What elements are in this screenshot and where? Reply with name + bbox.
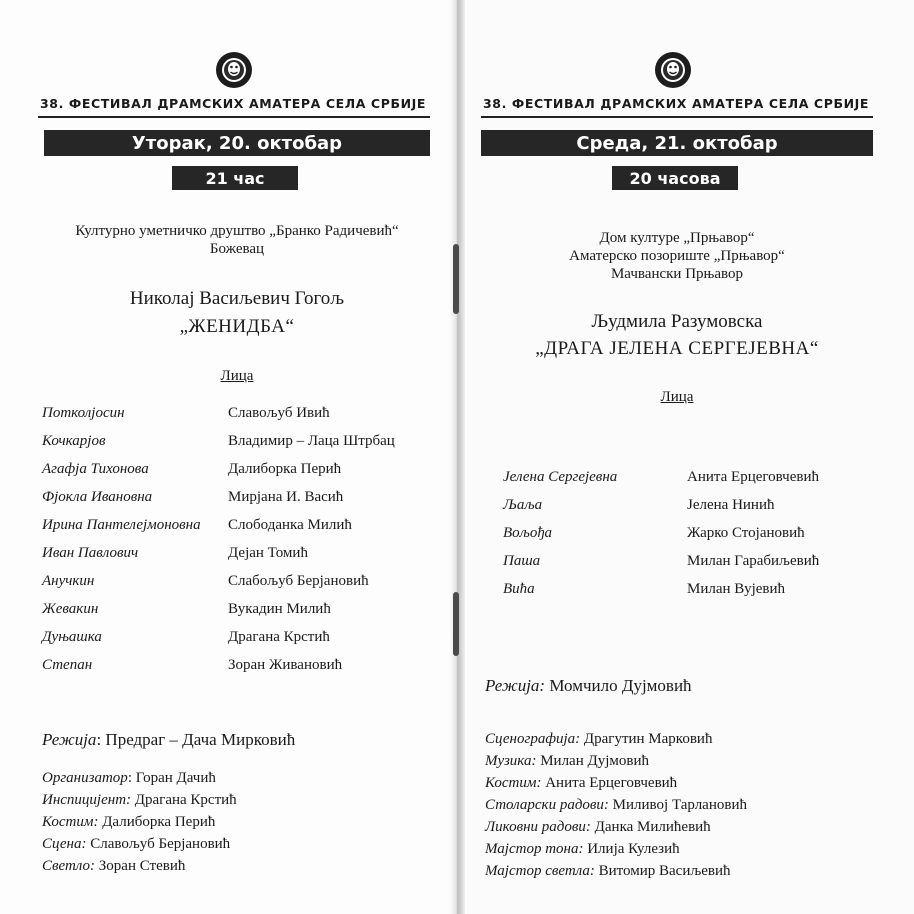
cast-actor: Дејан Томић <box>228 545 308 561</box>
director-name: : Предраг – Дача Мирковић <box>96 730 296 749</box>
cast-role: Степан <box>42 657 93 673</box>
crew-row <box>42 814 215 831</box>
cast-role: Агафја Тихонова <box>42 461 149 477</box>
cast-heading: Лица <box>660 389 694 405</box>
crew-label: Костим: <box>485 775 542 791</box>
cast-role: Иван Павлович <box>42 545 139 561</box>
crew-row <box>485 797 747 814</box>
play-title: „ЖЕНИДБА“ <box>179 316 295 337</box>
date-bar <box>44 130 430 156</box>
cast-actor: Далиборка Перић <box>228 461 342 477</box>
crew-name: Данка Милићевић <box>590 819 711 835</box>
crew-row <box>485 775 677 792</box>
organization-line: Божевац <box>209 241 265 257</box>
organization <box>457 229 897 283</box>
cast-actor: Милан Гарабиљевић <box>687 553 820 569</box>
right-page <box>457 0 914 914</box>
crew-row <box>42 792 237 809</box>
crew-label: Столарски радови: <box>485 797 609 813</box>
crew-name: Драгана Крстић <box>131 792 237 808</box>
play-author: Николај Васиљевич Гогољ <box>129 288 345 309</box>
cast-role: Анучкин <box>42 573 95 589</box>
header-rule <box>38 116 430 118</box>
crew-label: Сцена: <box>42 836 87 852</box>
cast-actor: Слободанка Милић <box>228 517 352 533</box>
festival-heading: 38. ФЕСТИВАЛ ДРАМСКИХ АМАТЕРА СЕЛА СРБИЈЕ <box>40 96 427 111</box>
time-box <box>172 166 298 190</box>
crew-row <box>485 731 712 748</box>
cast-actor: Жарко Стојановић <box>687 525 805 541</box>
crew-row <box>42 858 185 875</box>
crew-name: Витомир Васиљевић <box>594 863 731 879</box>
cast-actor: Анита Ерцеговчевић <box>687 469 819 485</box>
crew-row <box>485 841 680 858</box>
crew-label: Ликовни радови: <box>485 819 591 835</box>
crew-label: Сценографија: <box>485 731 581 747</box>
director-line <box>42 730 295 750</box>
crew-name: Милан Дујмовић <box>536 753 649 769</box>
crew-label: Инспицијент: <box>42 792 132 808</box>
director-line <box>485 676 692 696</box>
cast-role: Потколјосин <box>42 405 125 421</box>
crew-row <box>42 770 216 787</box>
organization-line: Аматерско позориште „Прњавор“ <box>569 248 785 264</box>
crew-name: Драгутин Марковић <box>580 731 713 747</box>
crew-name: Анита Ерцеговчевић <box>541 775 678 791</box>
crew-row <box>42 836 230 853</box>
director-name: Момчило Дујмовић <box>545 676 692 695</box>
cast-actor: Драгана Крстић <box>228 629 330 645</box>
crew-name: Илија Кулезић <box>583 841 680 857</box>
cast-role: Кочкарјов <box>42 433 106 449</box>
crew-label: Светло: <box>42 858 96 874</box>
crew-row <box>485 753 649 770</box>
header-rule <box>481 116 873 118</box>
booklet-spine <box>449 0 465 914</box>
crew-label: Костим: <box>42 814 99 830</box>
crew-label: Организатор <box>42 770 128 786</box>
cast-actor: Слабољуб Берјановић <box>228 573 369 589</box>
crew-name: Зоран Стевић <box>95 858 186 874</box>
date-bar <box>481 130 873 156</box>
organization <box>0 222 457 258</box>
crew-name: Далиборка Перић <box>98 814 216 830</box>
cast-actor: Славољуб Ивић <box>228 405 330 421</box>
director-label: Режија: <box>485 676 546 695</box>
organization-line: Културно уметничко друштво „Бранко Радичевић“ <box>75 223 399 239</box>
festival-logo-icon <box>214 50 254 90</box>
crew-name: Славољуб Берјановић <box>86 836 231 852</box>
cast-actor: Милан Вујевић <box>687 581 786 597</box>
cast-role: Фјокла Ивановна <box>42 489 153 505</box>
festival-heading: 38. ФЕСТИВАЛ ДРАМСКИХ АМАТЕРА СЕЛА СРБИЈЕ <box>483 96 870 111</box>
cast-role: Вољођа <box>503 525 553 541</box>
festival-logo-icon <box>653 50 693 90</box>
crew-row <box>485 819 711 836</box>
cast-role: Вића <box>503 581 535 597</box>
crew-label: Музика: <box>485 753 537 769</box>
crew-name: : Горан Дачић <box>127 770 216 786</box>
date-label: Среда, 21. октобар <box>576 132 778 154</box>
cast-role: Ирина Пантелејмоновна <box>42 517 201 533</box>
organization-line: Мачвански Прњавор <box>610 266 744 282</box>
cast-role: Јелена Сергејевна <box>503 469 618 485</box>
cast-actor: Зоран Живановић <box>228 657 343 673</box>
cast-role: Љаља <box>503 497 543 513</box>
cast-actor: Јелена Нинић <box>687 497 775 513</box>
crew-row <box>485 863 731 880</box>
cast-actor: Вукадин Милић <box>228 601 331 617</box>
time-box <box>612 166 738 190</box>
cast-actor: Владимир – Лаца Штрбац <box>228 433 395 449</box>
cast-role: Дуњашка <box>42 629 102 645</box>
staple <box>453 592 459 656</box>
cast-heading: Лица <box>220 368 254 384</box>
play-author: Људмила Разумовска <box>591 311 763 332</box>
date-label: Уторак, 20. октобар <box>131 132 343 154</box>
time-label: 21 час <box>205 168 265 188</box>
cast-role: Паша <box>503 553 541 569</box>
crew-name: Миливој Тарлановић <box>608 797 747 813</box>
cast-role: Жевакин <box>42 601 99 617</box>
cast-actor: Мирјана И. Васић <box>228 489 344 505</box>
staple <box>453 244 459 314</box>
time-label: 20 часова <box>629 168 721 188</box>
director-label: Режија <box>42 730 97 749</box>
crew-label: Мајстор светла: <box>485 863 595 879</box>
organization-line: Дом културе „Прњавор“ <box>599 230 755 246</box>
crew-label: Мајстор тона: <box>485 841 584 857</box>
play-title: „ДРАГА ЈЕЛЕНА СЕРГЕЈЕВНА“ <box>535 338 819 359</box>
